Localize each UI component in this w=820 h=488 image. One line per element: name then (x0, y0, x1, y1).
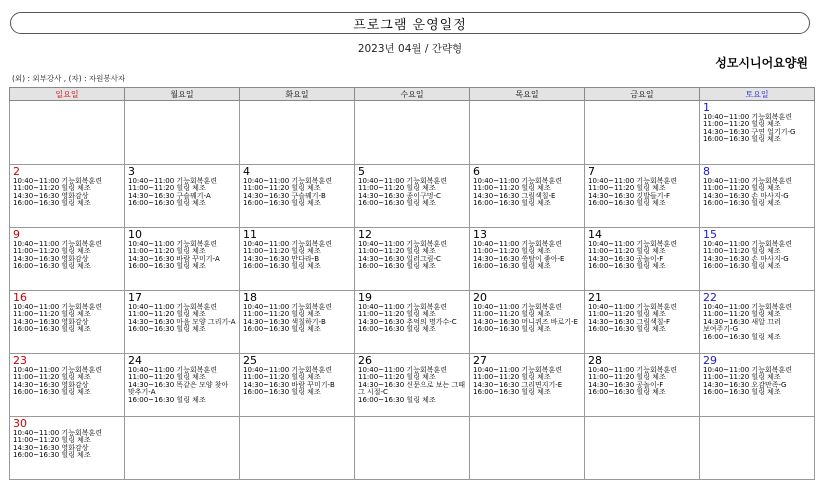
event-item: 14:30~16:30 머니퀴즈 바로기-E (473, 317, 578, 326)
event-item: 14:30~16:30 공놀이-F (588, 380, 664, 389)
event-item: 14:30~16:30 쑥탐이 좋아-E (473, 254, 565, 263)
event-item: 14:30~16:30 신문으로 보는 그때 그 시절-C (358, 380, 465, 397)
day-number: 11 (243, 228, 257, 241)
event-item: 16:00~16:30 힐링 체조 (243, 325, 321, 334)
event-item: 16:00~16:30 힐링 체조 (128, 262, 206, 271)
event-item: 14:30~16:30 손 마사지-G (703, 254, 789, 263)
day-number: 28 (588, 354, 602, 367)
event-item: 11:00~11:20 힐링 체조 (243, 310, 321, 319)
event-item: 10:40~11:00 기능회복훈련 (473, 177, 563, 185)
event-item: 11:00~11:20 힐링 체조 (13, 247, 91, 256)
day-number: 23 (13, 354, 27, 367)
day-number: 19 (358, 291, 372, 304)
event-item: 11:00~11:20 힐링 체조 (128, 373, 206, 382)
day-cell (700, 417, 815, 480)
day-cell (240, 101, 355, 165)
day-cell (700, 228, 815, 291)
day-number: 30 (13, 417, 27, 430)
event-item: 16:00~16:30 힐링 체조 (703, 135, 781, 144)
week-row (10, 417, 815, 480)
event-item: 16:00~16:30 힐링 체조 (243, 388, 321, 397)
day-number: 1 (703, 101, 710, 114)
event-item: 11:00~11:20 힐링 체조 (358, 373, 436, 382)
event-item: 14:30~16:30 깃발들기-F (588, 191, 671, 200)
event-item: 14:30~16:30 오감만족-G (703, 380, 787, 389)
org-name: 성모시니어요양원 (715, 56, 808, 70)
event-item: 10:40~11:00 기능회복훈련 (473, 366, 563, 374)
event-item: 11:00~11:20 힐링 체조 (703, 310, 781, 319)
page-title: 프로그램 운영일정 (353, 17, 467, 33)
event-item: 10:40~11:00 기능회복훈련 (128, 240, 218, 248)
event-item: 10:40~11:00 기능회복훈련 (243, 240, 333, 248)
day-cell (125, 354, 240, 417)
event-item: 16:00~16:30 힐링 체조 (588, 325, 666, 334)
day-number: 21 (588, 291, 602, 304)
event-item: 14:30~16:30 구슬꿰기-A (128, 191, 211, 200)
event-item: 16:00~16:30 힐링 체조 (358, 325, 436, 334)
event-item: 11:00~11:20 힐링 체조 (473, 373, 551, 382)
day-cell (10, 165, 125, 228)
day-number: 18 (243, 291, 257, 304)
day-cell (470, 291, 585, 354)
day-cell (10, 291, 125, 354)
event-item: 11:00~11:20 힐링 체조 (473, 247, 551, 256)
week-row (10, 165, 815, 228)
day-number: 13 (473, 228, 487, 241)
event-item: 16:00~16:30 힐링 체조 (13, 325, 91, 334)
day-cell (585, 291, 700, 354)
event-item: 10:40~11:00 기능회복훈련 (243, 303, 333, 311)
event-item: 11:00~11:20 힐링 체조 (703, 247, 781, 256)
event-item: 11:00~11:20 힐링 체조 (588, 373, 666, 382)
event-item: 10:40~11:00 기능회복훈련 (358, 240, 448, 248)
event-item: 10:40~11:00 기능회복훈련 (358, 303, 448, 311)
weekday-header: 토요일 (700, 88, 815, 101)
event-item: 11:00~11:20 힐링 체조 (243, 373, 321, 382)
event-item: 16:00~16:30 힐링 체조 (13, 388, 91, 397)
event-item: 14:30~16:30 그리면지기-E (473, 380, 563, 389)
event-item: 14:30~16:30 바람 꾸미기-B (243, 380, 335, 389)
day-cell (700, 165, 815, 228)
event-item: 10:40~11:00 기능회복훈련 (13, 429, 103, 437)
event-item: 11:00~11:20 힐링 체조 (588, 247, 666, 256)
event-item: 10:40~11:00 기능회복훈련 (243, 366, 333, 374)
event-item: 11:00~11:20 힐링 체조 (358, 247, 436, 256)
event-item: 11:00~11:20 힐링 체조 (703, 184, 781, 193)
event-item: 16:00~16:30 힐링 체조 (13, 199, 91, 208)
day-number: 25 (243, 354, 257, 367)
event-item: 14:30~16:30 종이구멍-C (358, 191, 441, 200)
day-number: 24 (128, 354, 142, 367)
day-number: 8 (703, 165, 710, 178)
day-number: 6 (473, 165, 480, 178)
day-number: 12 (358, 228, 372, 241)
day-cell (585, 417, 700, 480)
weekday-header: 월요일 (125, 88, 240, 101)
event-item: 10:40~11:00 기능회복훈련 (128, 177, 218, 185)
event-item: 16:00~16:30 힐링 체조 (358, 262, 436, 271)
day-cell (470, 417, 585, 480)
day-cell (355, 291, 470, 354)
day-cell (585, 101, 700, 165)
legend: (외) : 외부강사 , (자) : 자원봉사자 (12, 74, 126, 83)
event-item: 16:00~16:30 힐링 체조 (473, 388, 551, 397)
day-cell (355, 228, 470, 291)
event-item: 16:00~16:30 힐링 체조 (588, 388, 666, 397)
day-number: 15 (703, 228, 717, 241)
day-number: 5 (358, 165, 365, 178)
event-item: 16:00~16:30 힐링 체조 (588, 262, 666, 271)
event-item: 11:00~11:20 힐링 체조 (128, 247, 206, 256)
event-item: 16:00~16:30 힐링 체조 (703, 388, 781, 397)
day-cell (125, 228, 240, 291)
event-item: 14:30~16:30 바람 꾸미기-A (128, 254, 220, 263)
event-item: 10:40~11:00 기능회복훈련 (473, 240, 563, 248)
day-cell (585, 228, 700, 291)
event-item: 16:00~16:30 힐링 체조 (13, 262, 91, 271)
event-item: 14:30~16:30 구연 얼기기-G (703, 127, 796, 136)
event-item: 10:40~11:00 기능회복훈련 (473, 303, 563, 311)
event-item: 16:00~16:30 힐링 체조 (588, 199, 666, 208)
title-box (10, 12, 810, 34)
day-cell (10, 417, 125, 480)
day-cell (240, 291, 355, 354)
event-item: 16:00~16:30 힐링 체조 (473, 199, 551, 208)
day-cell (125, 165, 240, 228)
event-item: 10:40~11:00 기능회복훈련 (588, 303, 678, 311)
event-item: 14:30~16:30 구슬꿰기-B (243, 191, 326, 200)
day-cell (240, 228, 355, 291)
event-item: 16:00~16:30 힐링 체조 (473, 325, 551, 334)
day-cell (355, 354, 470, 417)
event-item: 14:30~16:30 마음 모양 그리기-A (128, 317, 236, 326)
event-item: 10:40~11:00 기능회복훈련 (128, 366, 218, 374)
day-cell (700, 101, 815, 165)
event-item: 11:00~11:20 힐링 체조 (703, 120, 781, 129)
event-item: 16:00~16:30 힐링 체조 (243, 199, 321, 208)
day-cell (355, 165, 470, 228)
event-item: 14:30~16:30 영화감상 (13, 254, 89, 263)
weekday-header-row (10, 88, 815, 101)
event-item: 16:00~16:30 힐링 체조 (703, 332, 781, 341)
event-item: 10:40~11:00 기능회복훈련 (703, 240, 793, 248)
event-item: 16:00~16:30 힐링 체조 (13, 451, 91, 460)
day-cell (700, 291, 815, 354)
event-item: 16:00~16:30 힐링 체조 (473, 262, 551, 271)
event-item: 11:00~11:20 힐링 체조 (588, 184, 666, 193)
day-number: 16 (13, 291, 27, 304)
event-item: 10:40~11:00 기능회복훈련 (128, 303, 218, 311)
event-item: 11:00~11:20 힐링 체조 (243, 247, 321, 256)
event-item: 11:00~11:20 힐링 체조 (703, 373, 781, 382)
event-item: 11:00~11:20 힐링 체조 (13, 373, 91, 382)
event-item: 11:00~11:20 힐링 체조 (13, 184, 91, 193)
event-item: 11:00~11:20 힐링 체조 (588, 310, 666, 319)
event-item: 16:00~16:30 힐링 체조 (128, 395, 206, 404)
day-number: 29 (703, 354, 717, 367)
event-item: 11:00~11:20 힐링 체조 (13, 310, 91, 319)
day-number: 4 (243, 165, 250, 178)
event-item: 14:30~16:30 만다라-B (243, 254, 320, 263)
day-cell (240, 417, 355, 480)
event-item: 14:30~16:30 영화감상 (13, 380, 89, 389)
weekday-header: 목요일 (470, 88, 585, 101)
day-cell (470, 101, 585, 165)
day-cell (125, 101, 240, 165)
weekday-header: 일요일 (10, 88, 125, 101)
event-item: 14:30~16:30 똑같은 모양 찾아 맞추기-A (128, 380, 229, 397)
event-item: 16:00~16:30 힐링 체조 (358, 199, 436, 208)
event-item: 10:40~11:00 기능회복훈련 (703, 366, 793, 374)
event-item: 11:00~11:20 힐링 체조 (13, 436, 91, 445)
event-item: 11:00~11:20 힐링 체조 (473, 310, 551, 319)
day-cell (585, 354, 700, 417)
event-item: 16:00~16:30 힐링 체조 (703, 199, 781, 208)
day-number: 7 (588, 165, 595, 178)
day-cell (125, 291, 240, 354)
event-item: 10:40~11:00 기능회복훈련 (588, 177, 678, 185)
weekday-header: 수요일 (355, 88, 470, 101)
event-item: 16:00~16:30 힐링 체조 (128, 325, 206, 334)
day-number: 22 (703, 291, 717, 304)
event-item: 16:00~16:30 힐링 체조 (358, 395, 436, 404)
day-number: 3 (128, 165, 135, 178)
day-cell (10, 228, 125, 291)
day-number: 10 (128, 228, 142, 241)
event-item: 10:40~11:00 기능회복훈련 (703, 303, 793, 311)
event-item: 14:30~16:30 일러그림-C (358, 254, 441, 263)
day-cell (470, 165, 585, 228)
event-item: 16:00~16:30 힐링 체조 (128, 199, 206, 208)
day-number: 20 (473, 291, 487, 304)
event-item: 10:40~11:00 기능회복훈련 (13, 303, 103, 311)
event-item: 14:30~16:30 그림색칠-F (588, 317, 671, 326)
event-item: 14:30~16:30 영화감상 (13, 317, 89, 326)
day-cell (10, 101, 125, 165)
event-item: 14:30~16:30 영화감상 (13, 191, 89, 200)
event-item: 11:00~11:20 힐링 체조 (128, 310, 206, 319)
day-number: 27 (473, 354, 487, 367)
week-row (10, 101, 815, 165)
day-cell (125, 417, 240, 480)
day-cell (240, 354, 355, 417)
event-item: 11:00~11:20 힐링 체조 (128, 184, 206, 193)
event-item: 16:00~16:30 힐링 체조 (703, 262, 781, 271)
day-cell (355, 101, 470, 165)
day-cell (700, 354, 815, 417)
calendar-table (9, 87, 815, 480)
week-row (10, 354, 815, 417)
subtitle: 2023년 04월 / 간략형 (357, 43, 463, 55)
day-number: 2 (13, 165, 20, 178)
event-item: 10:40~11:00 기능회복훈련 (588, 366, 678, 374)
day-cell (240, 165, 355, 228)
event-item: 10:40~11:00 기능회복훈련 (243, 177, 333, 185)
day-number: 17 (128, 291, 142, 304)
event-item: 16:00~16:30 힐링 체조 (243, 262, 321, 271)
event-item: 11:00~11:20 힐링 체조 (358, 184, 436, 193)
day-number: 9 (13, 228, 20, 241)
day-cell (585, 165, 700, 228)
event-item: 11:00~11:20 힐링 체조 (358, 310, 436, 319)
event-item: 14:30~16:30 영화감상 (13, 443, 89, 452)
event-item: 10:40~11:00 기능회복훈련 (703, 177, 793, 185)
event-item: 10:40~11:00 기능회복훈련 (13, 177, 103, 185)
day-cell (470, 354, 585, 417)
weekday-header: 금요일 (585, 88, 700, 101)
day-cell (355, 417, 470, 480)
day-cell (10, 354, 125, 417)
week-row (10, 291, 815, 354)
day-number: 26 (358, 354, 372, 367)
event-item: 10:40~11:00 기능회복훈련 (588, 240, 678, 248)
week-row (10, 228, 815, 291)
event-item: 10:40~11:00 기능회복훈련 (13, 366, 103, 374)
event-item: 14:30~16:30 색칠하기-B (243, 317, 326, 326)
event-item: 14:30~16:30 추억의 명가수-C (358, 317, 457, 326)
event-item: 10:40~11:00 기능회복훈련 (703, 113, 793, 121)
event-item: 14:30~16:30 손 마사지-G (703, 191, 789, 200)
event-item: 14:30~16:30 그림색칠-E (473, 191, 556, 200)
event-item: 10:40~11:00 기능회복훈련 (358, 177, 448, 185)
day-cell (470, 228, 585, 291)
weekday-header: 화요일 (240, 88, 355, 101)
event-item: 10:40~11:00 기능회복훈련 (358, 366, 448, 374)
event-item: 11:00~11:20 힐링 체조 (473, 184, 551, 193)
event-item: 10:40~11:00 기능회복훈련 (13, 240, 103, 248)
day-number: 14 (588, 228, 602, 241)
event-item: 11:00~11:20 힐링 체조 (243, 184, 321, 193)
event-item: 14:30~16:30 공놀이-F (588, 254, 664, 263)
event-item: 14:30~16:30 새알 끄러 보여주기-G (703, 317, 781, 334)
